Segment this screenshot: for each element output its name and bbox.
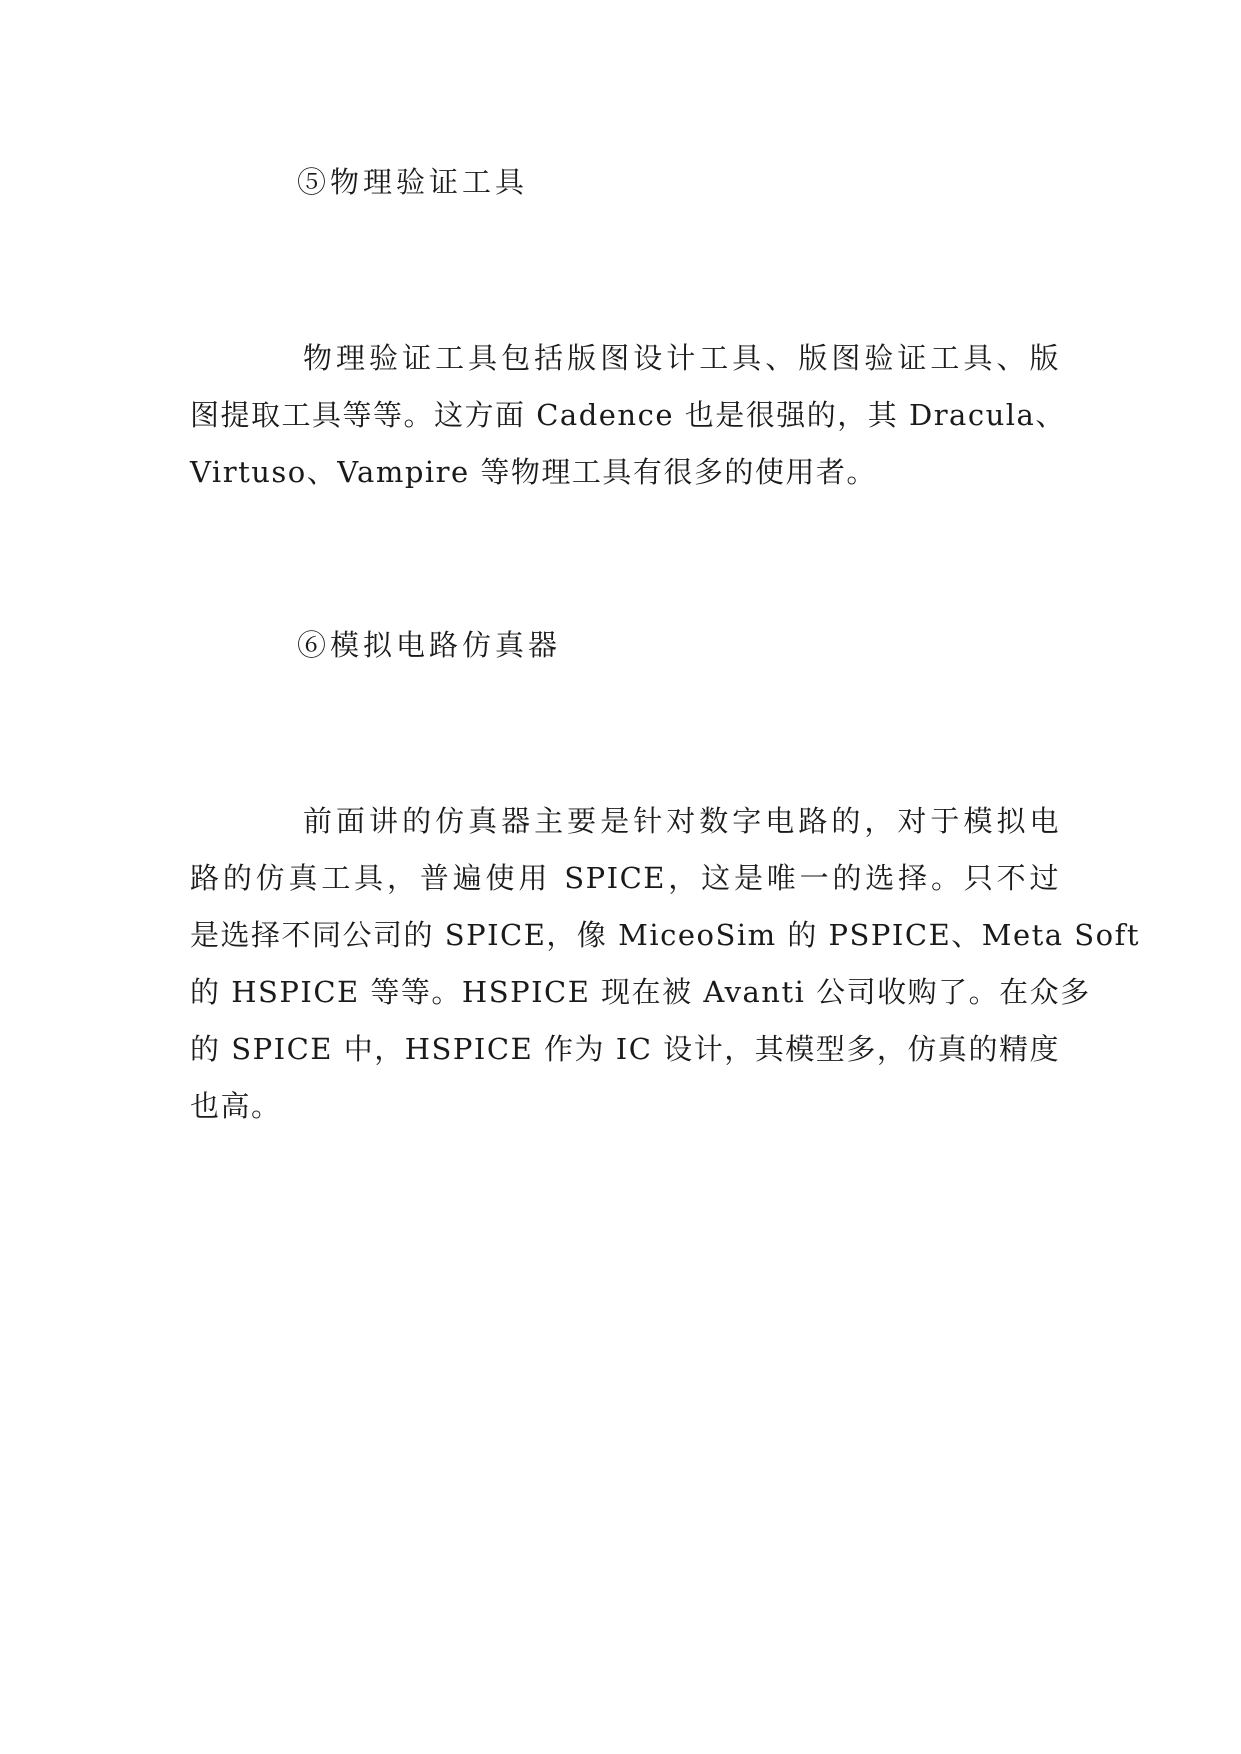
paragraph-line: 的 HSPICE 等等。HSPICE 现在被 Avanti 公司收购了。在众多 xyxy=(190,975,1091,1009)
paragraph-line: 前面讲的仿真器主要是针对数字电路的，对于模拟电 xyxy=(303,804,1060,838)
paragraph-line: 物理验证工具包括版图设计工具、版图验证工具、版 xyxy=(303,341,1060,375)
paragraph-line: 也高。 xyxy=(190,1089,282,1123)
section-heading-analog-circuit-simulator: ⑥模拟电路仿真器 xyxy=(297,628,562,662)
paragraph-line: 是选择不同公司的 SPICE，像 MiceoSim 的 PSPICE、Meta Soft xyxy=(190,918,1140,952)
paragraph-line: 路的仿真工具，普遍使用 SPICE，这是唯一的选择。只不过 xyxy=(190,861,1060,895)
paragraph-line: 图提取工具等等。这方面 Cadence 也是很强的，其 Dracula、 xyxy=(190,398,1066,432)
paragraph-line: 的 SPICE 中，HSPICE 作为 IC 设计，其模型多，仿真的精度 xyxy=(190,1032,1060,1066)
paragraph-line: Virtuso、Vampire 等物理工具有很多的使用者。 xyxy=(190,455,877,489)
section-heading-physical-verification-tools: ⑤物理验证工具 xyxy=(297,165,529,199)
